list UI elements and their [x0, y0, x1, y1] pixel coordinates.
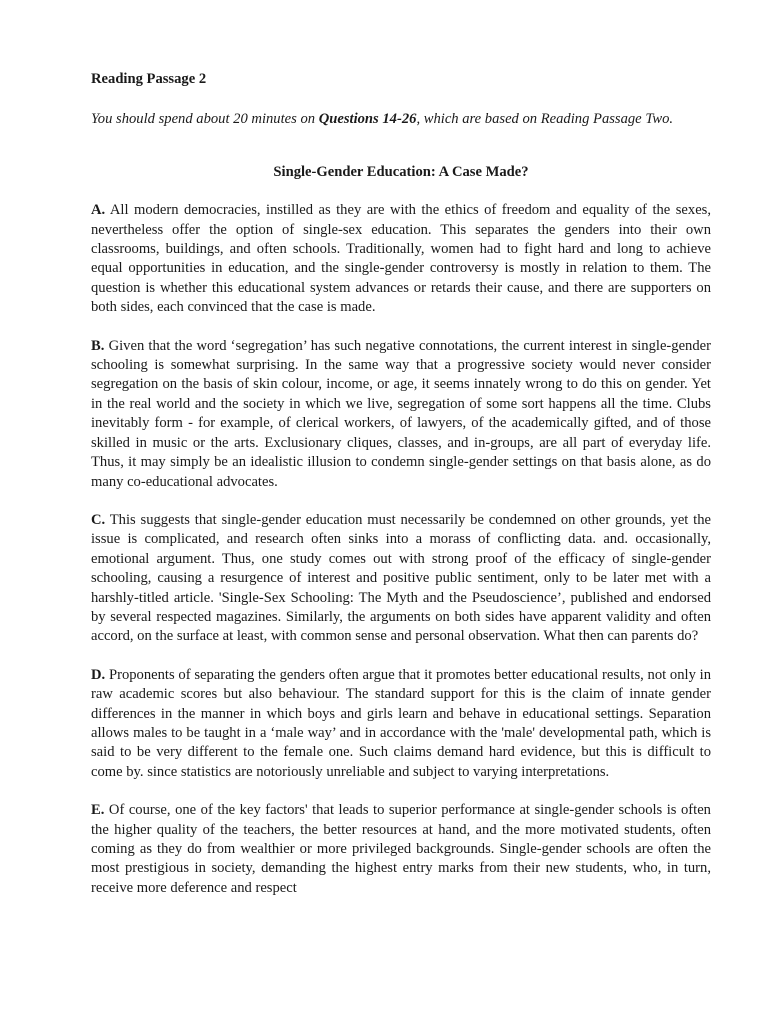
instructions-questions: Questions 14-26: [318, 111, 417, 128]
paragraph-c: [91, 511, 711, 647]
paragraph-e: [91, 801, 711, 898]
instructions-before: You should spend about 20 minutes on: [91, 111, 319, 128]
paragraph-label: E.: [91, 802, 105, 819]
paragraph-text: This suggests that single-gender education must necessarily be condemned on other grounds, yet the issue is complicated, and research often sinks into a morass of conflicting data. and. occasionally, emotional argument. Thus, one study comes out with strong proof of the efficacy of single-gender schooling, causing a resurgence of interest and positive public sentiment, only to be later met with a harshly-titled article. 'Single-Sex Schooling: The Myth and the Pseudoscience’, published and endorsed by several respected magazines. Similarly, the arguments on both sides have apparent validity and often accord, on the surface at least, with common sense and personal observation. What then can parents do?: [91, 511, 711, 645]
paragraph-label: D.: [91, 666, 106, 683]
paragraph-d: [91, 666, 711, 782]
paragraph-text: Proponents of separating the genders often argue that it promotes better educational results, not only in raw academic scores but also behaviour. The standard support for this is the claim of innate gender differences in the manner in which boys and girls learn and behave in educational settings. Separation allows males to be taught in a ‘male way’ and in accordance with the 'male' developmental path, which is said to be very different to the female one. Such claims demand hard evidence, but this is difficult to come by. since statistics are notoriously unreliable and subject to varying interpretations.: [91, 666, 711, 780]
reading-passage-page: [91, 70, 711, 917]
paragraph-label: B.: [91, 337, 105, 354]
instructions-text: [91, 110, 711, 129]
paragraph-text: Given that the word ‘segregation’ has such negative connotations, the current interest in single-gender schooling is somewhat surprising. In the same way that a progressive society would never consider segregation on the basis of skin colour, income, or age, it seems innately wrong to do this on gender. Yet in the real world and the society in which we live, segregation of some sort happens all the time. Clubs inevitably form - for example, of clerical workers, of lawyers, of the academically gifted, and of those skilled in music or the arts. Exclusionary cliques, classes, and in-groups, are all part of everyday life. Thus, it may simply be an idealistic illusion to condemn single-gender settings on that basis alone, as do many co-educational advocates.: [91, 337, 711, 490]
paragraph-label: C.: [91, 511, 106, 528]
passage-title: Single-Gender Education: A Case Made?: [273, 163, 529, 180]
passage-heading: Reading Passage 2: [91, 71, 207, 87]
paragraph-label: A.: [91, 202, 106, 219]
paragraph-text: Of course, one of the key factors' that leads to superior performance at single-gender schools is often the higher quality of the teachers, the better resources at hand, and the more motivated students, often coming as they do from wealthier or more privileged backgrounds. Single-gender schools are often the most prestigious in society, demanding the highest entry marks from their new students, who, in turn, receive more deference and respect: [91, 802, 711, 896]
paragraph-text: All modern democracies, instilled as they are with the ethics of freedom and equality of the sexes, nevertheless offer the option of single-sex education. This separates the genders into their own classrooms, buildings, and often schools. Traditionally, women had to fight hard and long to achieve equal opportunities in education, and the single-gender controversy is mostly in relation to them. The question is whether this educational system advances or retards their cause, and there are supporters on both sides, each convinced that the case is made.: [91, 202, 711, 316]
paragraph-b: [91, 337, 711, 492]
paragraph-a: [91, 201, 711, 317]
instructions-after: , which are based on Reading Passage Two.: [416, 111, 674, 128]
